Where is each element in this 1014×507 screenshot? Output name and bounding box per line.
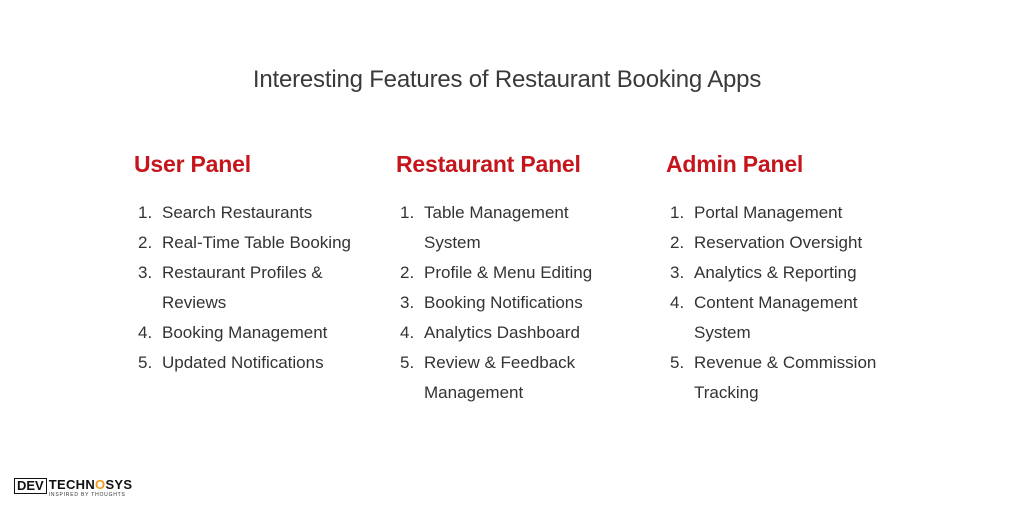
logo-brand-name <box>49 478 133 492</box>
item-number: 3. <box>400 293 415 312</box>
item-number: 3. <box>138 263 153 282</box>
item-number: 2. <box>400 263 415 282</box>
item-text: Review & Feedback Management <box>424 353 576 402</box>
list-item <box>400 348 609 408</box>
item-text: Table Management System <box>424 203 569 252</box>
item-number: 3. <box>670 263 685 282</box>
panel-heading: User Panel <box>134 151 251 177</box>
item-number: 2. <box>670 233 685 252</box>
item-text: Restaurant Profiles & Reviews <box>162 263 323 312</box>
item-text: Reservation Oversight <box>694 233 863 252</box>
devtechnosys-logo <box>14 478 132 498</box>
panel-heading: Restaurant Panel <box>396 151 581 177</box>
item-text: Analytics Dashboard <box>424 323 580 342</box>
item-number: 2. <box>138 233 153 252</box>
item-text: Profile & Menu Editing <box>424 263 593 282</box>
list-item <box>138 318 372 348</box>
feature-list <box>400 198 609 408</box>
list-item <box>670 228 884 258</box>
item-text: Updated Notifications <box>162 353 324 372</box>
logo-gear-o: O <box>95 477 106 492</box>
item-number: 1. <box>400 203 415 222</box>
restaurant-panel <box>396 148 626 402</box>
logo-brand-pre: TECHN <box>48 477 96 492</box>
list-item <box>138 198 372 228</box>
list-item <box>670 258 884 288</box>
item-number: 4. <box>670 293 685 312</box>
item-number: 1. <box>670 203 685 222</box>
list-item <box>400 288 609 318</box>
user-panel <box>134 148 374 372</box>
item-text: Booking Management <box>162 323 328 342</box>
list-item <box>138 348 372 378</box>
list-item <box>670 288 884 348</box>
item-text: Content Management System <box>694 293 858 342</box>
logo-brand <box>49 478 133 498</box>
item-text: Revenue & Commission Tracking <box>694 353 877 402</box>
list-item <box>400 198 609 258</box>
panel-heading: Admin Panel <box>666 151 804 177</box>
feature-list <box>670 198 884 408</box>
item-number: 4. <box>400 323 415 342</box>
item-text: Portal Management <box>694 203 843 222</box>
item-text: Booking Notifications <box>424 293 583 312</box>
item-number: 4. <box>138 323 153 342</box>
logo-dev-mark: DEV <box>14 478 47 494</box>
logo-tagline: INSPIRED BY THOUGHTS <box>48 492 126 498</box>
item-number: 5. <box>400 353 415 372</box>
item-number: 5. <box>138 353 153 372</box>
item-number: 5. <box>670 353 685 372</box>
feature-list <box>138 198 372 378</box>
admin-panel <box>666 148 896 402</box>
page-title: Interesting Features of Restaurant Booking Apps <box>252 66 762 93</box>
list-item <box>138 258 372 318</box>
item-number: 1. <box>138 203 153 222</box>
list-item <box>138 228 372 258</box>
item-text: Search Restaurants <box>162 203 313 222</box>
item-text: Real-Time Table Booking <box>162 233 351 252</box>
list-item <box>400 318 609 348</box>
list-item <box>670 198 884 228</box>
logo-brand-post: SYS <box>105 477 133 492</box>
item-text: Analytics & Reporting <box>694 263 857 282</box>
list-item <box>670 348 884 408</box>
list-item <box>400 258 609 288</box>
